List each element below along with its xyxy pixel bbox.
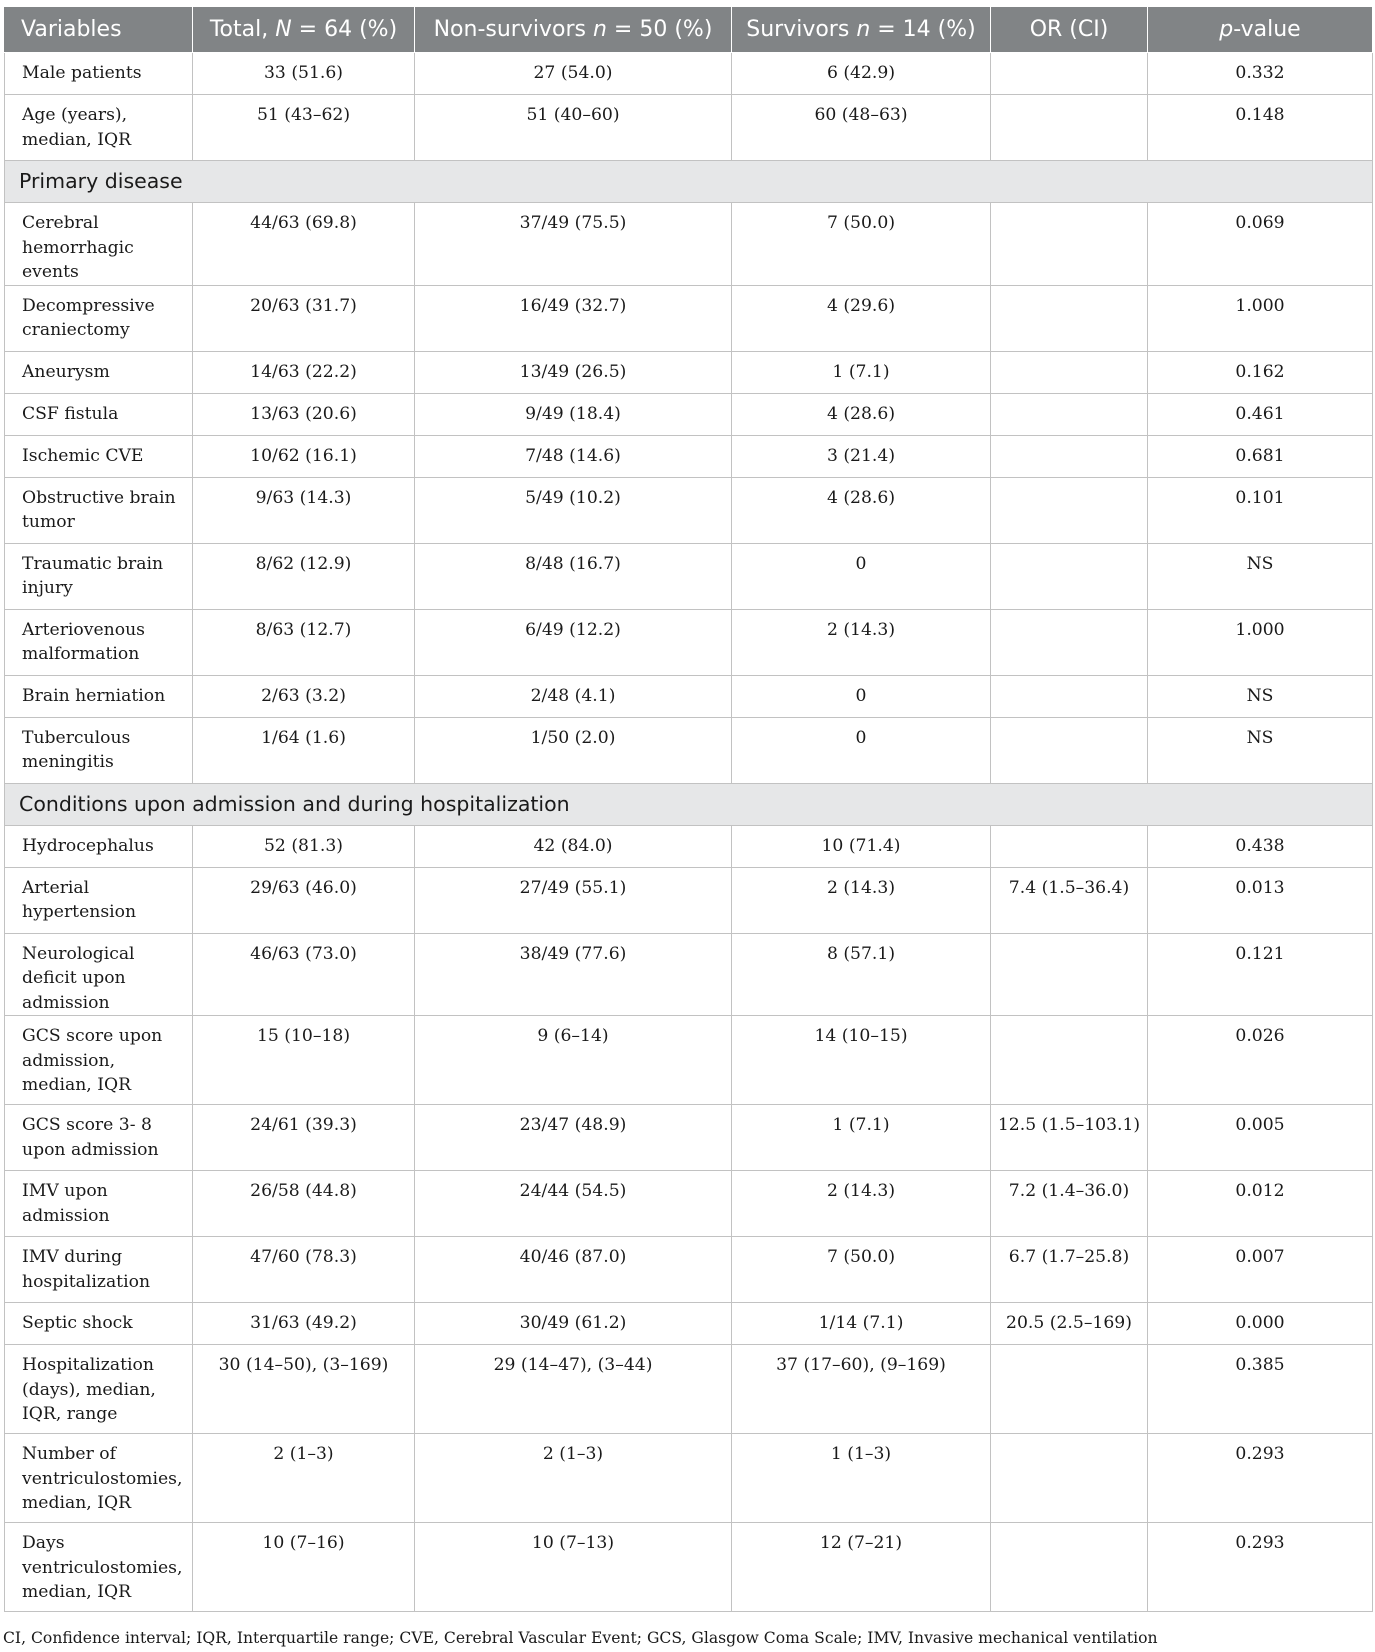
cell-nonsurvivors: 40/46 (87.0) [415,1237,732,1303]
cell-nonsurvivors: 13/49 (26.5) [415,351,732,393]
row-label: Septic shock [5,1303,193,1345]
section-title: Conditions upon admission and during hospitalization [5,783,1373,825]
cell-total: 52 (81.3) [193,825,415,867]
cell-total: 24/61 (39.3) [193,1105,415,1171]
cell-p-value: 0.332 [1148,53,1373,95]
row-label: Hydrocephalus [5,825,193,867]
row-label: Arterial hypertension [5,867,193,933]
row-label: Decompressive craniectomy [5,285,193,351]
table-row [5,825,1373,867]
cell-p-value: 0.148 [1148,95,1373,161]
table-row [5,285,1373,351]
col-header-surv-suffix: = 14 (%) [870,17,976,42]
cell-p-value: NS [1148,717,1373,783]
cell-nonsurvivors: 27 (54.0) [415,53,732,95]
cell-nonsurvivors: 5/49 (10.2) [415,477,732,543]
table-row [5,477,1373,543]
cell-nonsurvivors: 37/49 (75.5) [415,203,732,286]
cell-p-value: NS [1148,543,1373,609]
col-header-nonsurvivors [415,7,732,53]
table-body [5,53,1373,1612]
cell-nonsurvivors: 24/44 (54.5) [415,1171,732,1237]
cell-p-value: 0.293 [1148,1434,1373,1523]
cell-or-ci [991,203,1148,286]
cell-or-ci [991,543,1148,609]
row-label: GCS score 3- 8 upon admission [5,1105,193,1171]
cell-or-ci [991,95,1148,161]
col-header-total [193,7,415,53]
cell-nonsurvivors: 6/49 (12.2) [415,609,732,675]
cell-total: 29/63 (46.0) [193,867,415,933]
cell-p-value: 0.385 [1148,1345,1373,1434]
cell-p-value: 0.005 [1148,1105,1373,1171]
table-row [5,95,1373,161]
col-header-total-suffix: = 64 (%) [291,17,398,42]
cell-survivors: 10 (71.4) [732,825,991,867]
cell-total: 51 (43–62) [193,95,415,161]
cell-or-ci [991,1523,1148,1612]
row-label: GCS score upon admission, median, IQR [5,1016,193,1105]
col-header-nonsurv-prefix: Non-survivors [433,17,593,42]
cell-nonsurvivors: 16/49 (32.7) [415,285,732,351]
cell-total: 8/62 (12.9) [193,543,415,609]
cell-p-value: 1.000 [1148,609,1373,675]
cell-total: 2/63 (3.2) [193,675,415,717]
row-label: Ischemic CVE [5,435,193,477]
cell-nonsurvivors: 2 (1–3) [415,1434,732,1523]
cell-total: 30 (14–50), (3–169) [193,1345,415,1434]
cell-or-ci: 12.5 (1.5–103.1) [991,1105,1148,1171]
cell-or-ci [991,1345,1148,1434]
cell-or-ci [991,717,1148,783]
cell-nonsurvivors: 10 (7–13) [415,1523,732,1612]
cell-p-value: 0.012 [1148,1171,1373,1237]
table-container [4,7,1372,1612]
row-label: Hospitalization (days), median, IQR, range [5,1345,193,1434]
cell-or-ci [991,675,1148,717]
cell-survivors: 1 (1–3) [732,1434,991,1523]
cell-nonsurvivors: 9/49 (18.4) [415,393,732,435]
cell-or-ci: 7.4 (1.5–36.4) [991,867,1148,933]
cell-total: 44/63 (69.8) [193,203,415,286]
cell-or-ci [991,825,1148,867]
cell-survivors: 2 (14.3) [732,609,991,675]
row-label: Age (years), median, IQR [5,95,193,161]
table-row [5,1171,1373,1237]
cell-total: 47/60 (78.3) [193,1237,415,1303]
table-row [5,675,1373,717]
cell-or-ci [991,609,1148,675]
cell-total: 46/63 (73.0) [193,933,415,1016]
cell-survivors: 3 (21.4) [732,435,991,477]
cell-p-value: 0.681 [1148,435,1373,477]
cell-survivors: 37 (17–60), (9–169) [732,1345,991,1434]
cell-total: 13/63 (20.6) [193,393,415,435]
cell-total: 1/64 (1.6) [193,717,415,783]
table-row [5,933,1373,1016]
cell-total: 26/58 (44.8) [193,1171,415,1237]
cell-nonsurvivors: 8/48 (16.7) [415,543,732,609]
cell-nonsurvivors: 23/47 (48.9) [415,1105,732,1171]
cell-or-ci [991,351,1148,393]
cell-total: 8/63 (12.7) [193,609,415,675]
cell-total: 31/63 (49.2) [193,1303,415,1345]
cell-survivors: 14 (10–15) [732,1016,991,1105]
cell-p-value: 0.438 [1148,825,1373,867]
row-label: Traumatic brain injury [5,543,193,609]
cell-survivors: 0 [732,675,991,717]
row-label: Number of ventriculostomies, median, IQR [5,1434,193,1523]
cell-survivors: 6 (42.9) [732,53,991,95]
col-header-surv-var: n [856,17,871,42]
cell-survivors: 60 (48–63) [732,95,991,161]
cell-nonsurvivors: 38/49 (77.6) [415,933,732,1016]
cell-total: 9/63 (14.3) [193,477,415,543]
cell-survivors: 0 [732,717,991,783]
table-row [5,393,1373,435]
col-header-or-ci [991,7,1148,53]
cell-p-value: 0.293 [1148,1523,1373,1612]
table-footnote: CI, Confidence interval; IQR, Interquartile range; CVE, Cerebral Vascular Event; GCS, Glasgow Coma Scale; IMV, Invasive mechanical ventilation [3,1629,1158,1647]
cell-nonsurvivors: 2/48 (4.1) [415,675,732,717]
cell-nonsurvivors: 42 (84.0) [415,825,732,867]
table-row [5,543,1373,609]
cell-survivors: 1/14 (7.1) [732,1303,991,1345]
cell-survivors: 2 (14.3) [732,867,991,933]
cell-or-ci [991,933,1148,1016]
cell-or-ci [991,1016,1148,1105]
table-row [5,609,1373,675]
cell-or-ci [991,477,1148,543]
col-header-variables [5,7,193,53]
row-label: Brain herniation [5,675,193,717]
table-header [5,7,1373,53]
cell-survivors: 8 (57.1) [732,933,991,1016]
col-header-total-var: N [275,17,292,42]
cell-p-value: 1.000 [1148,285,1373,351]
section-row-primary-disease [5,161,1373,203]
cell-or-ci: 20.5 (2.5–169) [991,1303,1148,1345]
table-row [5,53,1373,95]
cell-nonsurvivors: 1/50 (2.0) [415,717,732,783]
table-row [5,1237,1373,1303]
row-label: Arteriovenous malformation [5,609,193,675]
cell-p-value: NS [1148,675,1373,717]
cell-p-value: 0.121 [1148,933,1373,1016]
cell-p-value: 0.101 [1148,477,1373,543]
cell-total: 10/62 (16.1) [193,435,415,477]
row-label: Tuberculous meningitis [5,717,193,783]
row-label: Obstructive brain tumor [5,477,193,543]
cell-total: 33 (51.6) [193,53,415,95]
row-label: CSF fistula [5,393,193,435]
table-row [5,867,1373,933]
cell-survivors: 1 (7.1) [732,351,991,393]
cell-survivors: 2 (14.3) [732,1171,991,1237]
cell-or-ci [991,285,1148,351]
row-label: Neurological deficit upon admission [5,933,193,1016]
cell-total: 14/63 (22.2) [193,351,415,393]
section-title: Primary disease [5,161,1373,203]
data-table [4,7,1373,1612]
cell-total: 20/63 (31.7) [193,285,415,351]
table-row [5,203,1373,286]
col-header-nonsurv-var: n [592,17,607,42]
row-label: Cerebral hemorrhagic events [5,203,193,286]
cell-survivors: 7 (50.0) [732,1237,991,1303]
cell-nonsurvivors: 29 (14–47), (3–44) [415,1345,732,1434]
row-label: IMV upon admission [5,1171,193,1237]
cell-nonsurvivors: 9 (6–14) [415,1016,732,1105]
cell-p-value: 0.013 [1148,867,1373,933]
cell-total: 10 (7–16) [193,1523,415,1612]
header-row [5,7,1373,53]
cell-or-ci [991,393,1148,435]
cell-p-value: 0.461 [1148,393,1373,435]
cell-nonsurvivors: 27/49 (55.1) [415,867,732,933]
cell-survivors: 4 (28.6) [732,477,991,543]
table-row [5,1345,1373,1434]
section-row-conditions [5,783,1373,825]
cell-p-value: 0.007 [1148,1237,1373,1303]
cell-nonsurvivors: 7/48 (14.6) [415,435,732,477]
row-label: IMV during hospitalization [5,1237,193,1303]
row-label: Aneurysm [5,351,193,393]
table-row [5,1523,1373,1612]
col-header-variables-text: Variables [21,17,122,42]
row-label: Days ventriculostomies, median, IQR [5,1523,193,1612]
cell-total: 15 (10–18) [193,1016,415,1105]
cell-survivors: 12 (7–21) [732,1523,991,1612]
cell-p-value: 0.000 [1148,1303,1373,1345]
cell-p-value: 0.069 [1148,203,1373,286]
table-row [5,351,1373,393]
table-row [5,1303,1373,1345]
cell-or-ci: 6.7 (1.7–25.8) [991,1237,1148,1303]
col-header-surv-prefix: Survivors [746,17,857,42]
col-header-p-value [1148,7,1373,53]
cell-or-ci [991,435,1148,477]
cell-survivors: 7 (50.0) [732,203,991,286]
table-row [5,1016,1373,1105]
cell-or-ci [991,1434,1148,1523]
col-header-nonsurv-suffix: = 50 (%) [606,17,713,42]
col-header-p-var: p [1219,17,1234,42]
cell-p-value: 0.026 [1148,1016,1373,1105]
cell-total: 2 (1–3) [193,1434,415,1523]
cell-p-value: 0.162 [1148,351,1373,393]
col-header-survivors [732,7,991,53]
cell-survivors: 4 (28.6) [732,393,991,435]
cell-or-ci: 7.2 (1.4–36.0) [991,1171,1148,1237]
cell-survivors: 1 (7.1) [732,1105,991,1171]
col-header-total-prefix: Total, [209,17,276,42]
table-row [5,1105,1373,1171]
table-row [5,435,1373,477]
col-header-or-ci-text: OR (CI) [1029,17,1109,42]
cell-survivors: 0 [732,543,991,609]
table-row [5,1434,1373,1523]
cell-survivors: 4 (29.6) [732,285,991,351]
row-label: Male patients [5,53,193,95]
table-row [5,717,1373,783]
cell-nonsurvivors: 30/49 (61.2) [415,1303,732,1345]
cell-nonsurvivors: 51 (40–60) [415,95,732,161]
cell-or-ci [991,53,1148,95]
col-header-p-suffix: -value [1233,17,1301,42]
